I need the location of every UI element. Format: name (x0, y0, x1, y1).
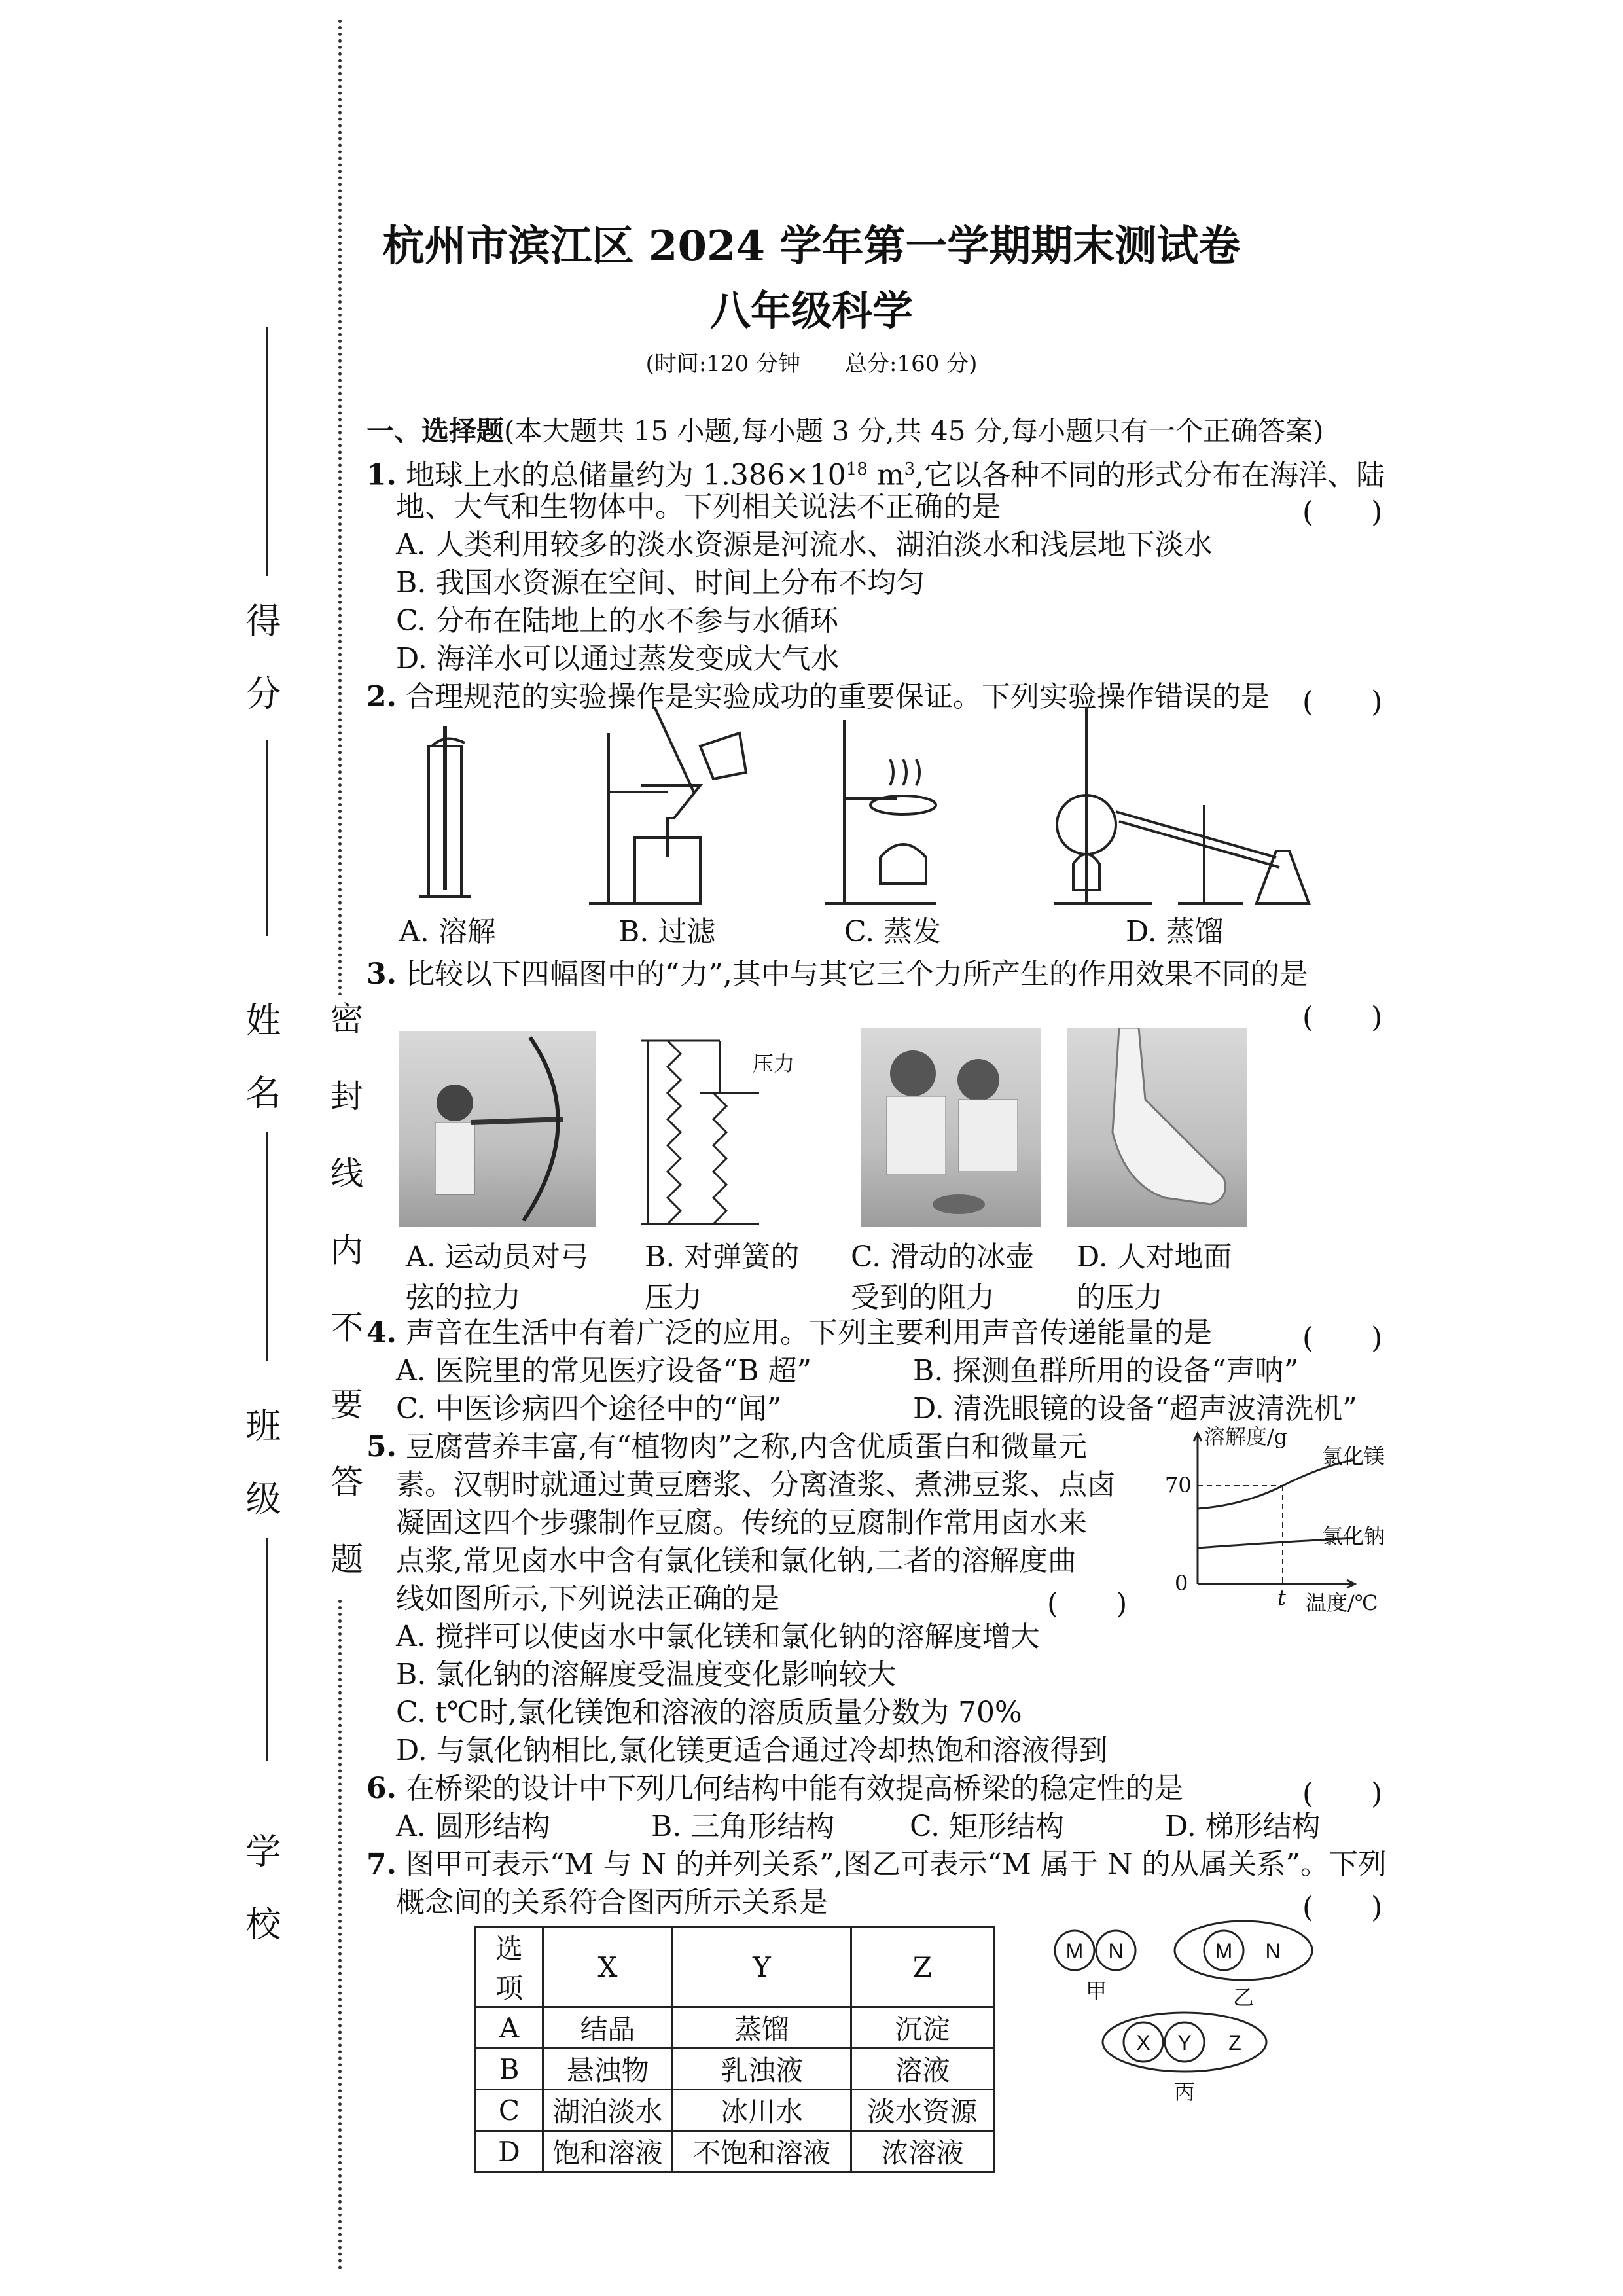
q2-option-a[interactable]: A. 溶解 (399, 915, 496, 948)
curling-sketch (861, 1028, 1041, 1227)
table-cell: 乳浊液 (673, 2049, 851, 2090)
curling-photo (861, 1028, 1041, 1227)
q1-stem-line2: 地、大气和生物体中。下列相关说法不正确的是 (396, 490, 1001, 524)
bing-z-label: Z (1228, 2031, 1241, 2054)
q3-option-d[interactable] (1077, 1237, 1232, 1318)
table-cell: B (476, 2049, 543, 2090)
archer-sketch (399, 1031, 596, 1227)
table-header-cell: Z (851, 1927, 994, 2007)
q6-option-b[interactable]: B. 三角形结构 (651, 1810, 835, 1843)
table-cell: 不饱和溶液 (673, 2131, 851, 2172)
jia-caption: 甲 (1085, 1979, 1107, 2003)
q5-option-b[interactable]: B. 氯化钠的溶解度受温度变化影响较大 (396, 1658, 897, 1691)
table-cell: 浓溶液 (851, 2131, 994, 2172)
table-row (476, 2007, 994, 2049)
q7-stem-line1 (366, 1846, 1387, 1884)
graph-x-label: 温度/℃ (1306, 1590, 1378, 1615)
q1-unit-exponent: 3 (904, 459, 916, 479)
table-cell: C (476, 2090, 543, 2131)
q3-option-c-line1: C. 滑动的冰壶 (851, 1240, 1035, 1274)
q3-option-a-line1: A. 运动员对弓 (406, 1240, 589, 1274)
table-cell: 溶液 (851, 2049, 994, 2090)
q1-option-d[interactable]: D. 海洋水可以通过蒸发变成大气水 (396, 642, 840, 675)
q2-option-c[interactable]: C. 蒸发 (844, 915, 942, 948)
q5-line3: 凝固这四个步骤制作豆腐。传统的豆腐制作常用卤水来 (396, 1506, 1087, 1539)
q6-option-c[interactable]: C. 矩形结构 (910, 1810, 1065, 1843)
q3-option-a[interactable] (406, 1237, 589, 1318)
q6-answer-blank[interactable]: ( ) (1302, 1777, 1383, 1810)
table-row (476, 2049, 994, 2090)
q2-answer-blank[interactable]: ( ) (1302, 685, 1383, 719)
q3-option-c-line2: 受到的阻力 (851, 1281, 995, 1314)
yi-n-label: N (1265, 1939, 1281, 1963)
q4-stem (366, 1314, 1212, 1352)
q6-stem-text: 在桥梁的设计中下列几何结构中能有效提高桥梁的稳定性的是 (405, 1772, 1183, 1805)
q5-option-d[interactable]: D. 与氯化钠相比,氯化镁更适合通过冷却热饱和溶液得到 (396, 1734, 1108, 1767)
spring-diagram (628, 1034, 825, 1230)
name-field[interactable] (266, 1132, 268, 1361)
foot-photo (1067, 1028, 1247, 1227)
table-cell: 沉淀 (851, 2007, 994, 2049)
q2-number: 2. (366, 680, 397, 713)
table-cell: 结晶 (543, 2007, 673, 2049)
archer-photo (399, 1031, 596, 1227)
class-label: 班 级 (240, 1407, 281, 1529)
mgcl2-label: 氯化镁 (1322, 1444, 1385, 1469)
q3-stem-text: 比较以下四幅图中的“力”,其中与其它三个力所产生的作用效果不同的是 (405, 958, 1308, 991)
q4-option-a[interactable]: A. 医院里的常见医疗设备“B 超” (396, 1354, 812, 1388)
q7-stem2: 概念间的关系符合图丙所示关系是 (396, 1886, 828, 1919)
graph-y-label: 溶解度/g (1204, 1424, 1288, 1449)
q3-option-b-line1: B. 对弹簧的 (645, 1240, 800, 1274)
table-header-cell: 选项 (476, 1927, 543, 2007)
q5-line5: 线如图所示,下列说法正确的是 (396, 1582, 779, 1615)
evaporate-figure (825, 720, 936, 903)
q5-line2: 素。汉朝时就通过黄豆磨浆、分离渣浆、煮沸豆浆、点卤 (396, 1468, 1116, 1501)
q1-stem-c: ,它以各种不同的形式分布在海洋、陆 (915, 458, 1385, 492)
table-header-cell: Y (673, 1927, 851, 2007)
q6-option-a[interactable]: A. 圆形结构 (396, 1810, 550, 1843)
q7-stem1: 图甲可表示“M 与 N 的并列关系”,图乙可表示“M 属于 N 的从属关系”。下列 (405, 1848, 1387, 1881)
table-cell: 悬浊物 (543, 2049, 673, 2090)
score-label: 得 分 (240, 602, 281, 724)
q4-option-d[interactable]: D. 清洗眼镜的设备“超声波清洗机” (913, 1392, 1357, 1426)
table-cell: 淡水资源 (851, 2090, 994, 2131)
q1-exponent: 18 (846, 459, 868, 479)
section-heading (366, 412, 1324, 450)
table-cell: 湖泊淡水 (543, 2090, 673, 2131)
score-field-lower[interactable] (266, 740, 268, 936)
q3-answer-blank[interactable]: ( ) (1302, 1001, 1383, 1034)
q1-number: 1. (366, 458, 397, 492)
dissolve-figure (419, 726, 471, 897)
q1-stem-a: 地球上水的总储量约为 1.386×10 (405, 458, 846, 492)
jia-n-label: N (1108, 1939, 1124, 1963)
bing-caption: 丙 (1173, 2079, 1196, 2104)
page-subtitle: 八年级科学 (709, 287, 913, 334)
q1-option-a[interactable]: A. 人类利用较多的淡水资源是河流水、湖泊淡水和浅层地下淡水 (396, 528, 1213, 562)
graph-zero-label: 0 (1175, 1571, 1188, 1596)
q2-stem-text: 合理规范的实验操作是实验成功的重要保证。下列实验操作错误的是 (405, 680, 1270, 713)
q3-option-d-line2: 的压力 (1077, 1281, 1163, 1314)
q7-number: 7. (366, 1848, 397, 1881)
q4-option-b[interactable]: B. 探测鱼群所用的设备“声呐” (913, 1354, 1299, 1388)
yi-m-label: M (1215, 1939, 1233, 1963)
graph-y70-label: 70 (1165, 1473, 1192, 1498)
q3-option-b[interactable] (645, 1237, 799, 1318)
relation-diagrams (1047, 1911, 1414, 2147)
q3-option-b-line2: 压力 (645, 1281, 702, 1314)
section-title: 一、选择题 (366, 415, 505, 447)
q1-option-c[interactable]: C. 分布在陆地上的水不参与水循环 (396, 604, 839, 637)
class-field[interactable] (266, 1538, 268, 1761)
q4-stem-text: 声音在生活中有着广泛的应用。下列主要利用声音传递能量的是 (405, 1316, 1212, 1350)
q4-answer-blank[interactable]: ( ) (1302, 1321, 1383, 1355)
table-cell: A (476, 2007, 543, 2049)
q3-option-a-line2: 弦的拉力 (406, 1281, 521, 1314)
q6-stem (366, 1770, 1183, 1808)
spring-force-label: 压力 (753, 1051, 795, 1076)
table-cell: 饱和溶液 (543, 2131, 673, 2172)
bing-x-label: X (1136, 2031, 1150, 2054)
yi-caption: 乙 (1232, 1985, 1255, 2010)
q5-answer-blank[interactable]: ( ) (1047, 1587, 1128, 1621)
shoe-sketch (1067, 1028, 1247, 1227)
q5-number: 5. (366, 1430, 397, 1463)
table-cell: 冰川水 (673, 2090, 851, 2131)
q5-line4: 点浆,常见卤水中含有氯化镁和氯化钠,二者的溶解度曲 (396, 1544, 1077, 1577)
q5-stem-line1 (366, 1428, 1087, 1466)
table-row (476, 2131, 994, 2172)
filter-figure (589, 707, 746, 903)
q1-stem-b: m (867, 458, 904, 492)
table-cell: D (476, 2131, 543, 2172)
q6-option-d[interactable]: D. 梯形结构 (1165, 1810, 1321, 1843)
table-row (476, 2090, 994, 2131)
relation-table (474, 1926, 995, 2173)
table-header-row (476, 1927, 994, 2007)
name-label: 姓 名 (240, 1001, 281, 1123)
seal-note: 密 封 线 内 不 要 答 题 (321, 995, 368, 1598)
school-label: 学 校 (240, 1833, 281, 1954)
q4-number: 4. (366, 1316, 397, 1350)
exam-meta: (时间:120 分钟 总分:160 分) (645, 351, 978, 377)
q7-answer-blank[interactable]: ( ) (1302, 1891, 1383, 1924)
nacl-label: 氯化钠 (1322, 1524, 1385, 1549)
section-instructions: (本大题共 15 小题,每小题 3 分,共 45 分,每小题只有一个正确答案) (504, 415, 1324, 447)
q2-option-d[interactable]: D. 蒸馏 (1126, 915, 1224, 948)
q3-option-d-line1: D. 人对地面 (1077, 1240, 1232, 1274)
page-title: 杭州市滨江区 2024 学年第一学期期末测试卷 (382, 222, 1241, 271)
table-header-cell: X (543, 1927, 673, 2007)
q5-option-a[interactable]: A. 搅拌可以使卤水中氯化镁和氯化钠的溶解度增大 (396, 1620, 1040, 1653)
q2-option-b[interactable]: B. 过滤 (618, 915, 716, 948)
q3-number: 3. (366, 958, 397, 991)
bing-y-label: Y (1177, 2031, 1192, 2054)
q3-option-c[interactable] (851, 1237, 1034, 1318)
distill-figure (1054, 707, 1309, 903)
table-cell: 蒸馏 (673, 2007, 851, 2049)
q1-answer-blank[interactable]: ( ) (1302, 495, 1383, 529)
q3-stem (366, 956, 1308, 994)
q6-number: 6. (366, 1772, 397, 1805)
graph-t-label: t (1277, 1585, 1286, 1610)
q4-option-c[interactable]: C. 中医诊病四个途径中的“闻” (396, 1392, 782, 1426)
q5-line1: 豆腐营养丰富,有“植物肉”之称,内含优质蛋白和微量元 (405, 1430, 1087, 1463)
q2-apparatus-figures (393, 707, 1374, 923)
q1-option-b[interactable]: B. 我国水资源在空间、时间上分布不均匀 (396, 566, 925, 600)
q5-option-c[interactable]: C. t℃时,氯化镁饱和溶液的溶质质量分数为 70% (396, 1696, 1022, 1729)
jia-m-label: M (1065, 1939, 1084, 1963)
